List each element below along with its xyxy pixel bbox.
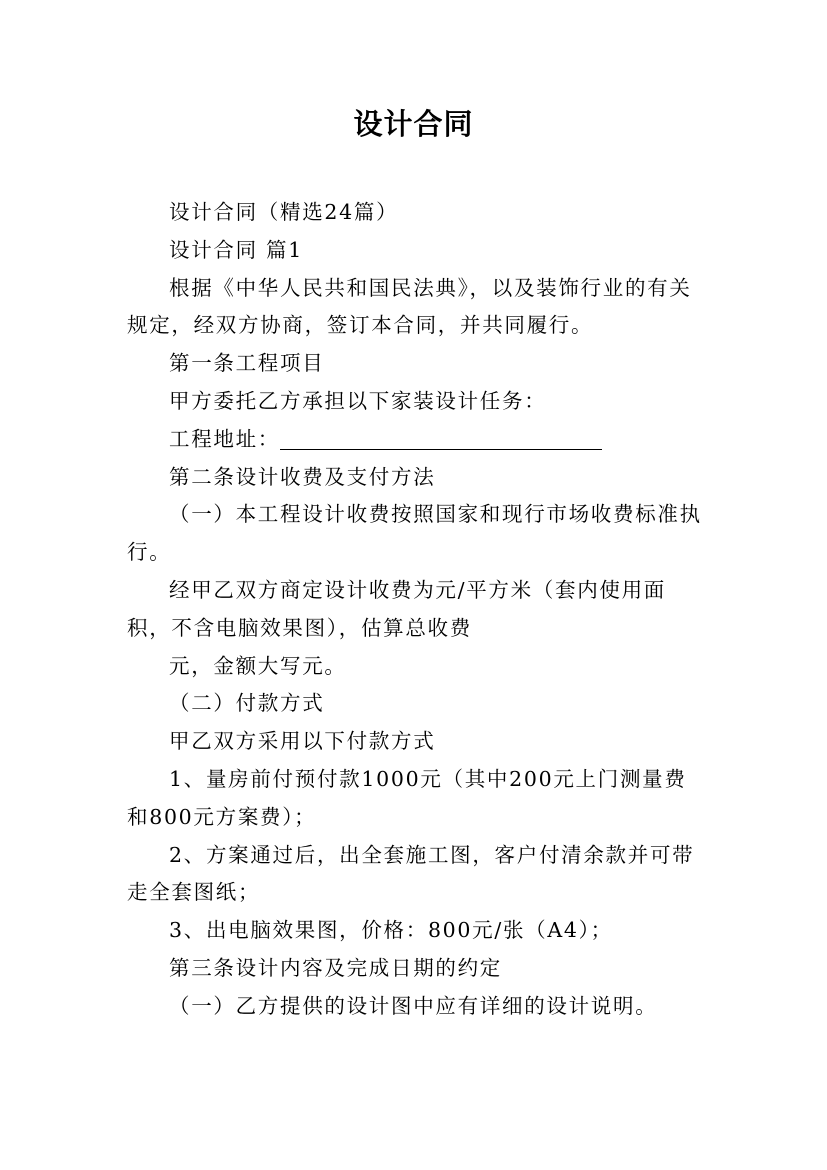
paragraph-fee-amount: 元，金额大写元。 xyxy=(169,653,347,678)
paragraph-fee-standard: （一）本工程设计收费按照国家和现行市场收费标准执行。 xyxy=(127,502,702,565)
paragraph-project-address xyxy=(127,421,703,459)
paragraph-subtitle: 设计合同（精选24篇） xyxy=(169,200,399,224)
paragraph-article-1-text: 甲方委托乙方承担以下家装设计任务： xyxy=(169,388,547,413)
paragraph-payment-item-3: 3、出电脑效果图，价格：800元/张（A4）； xyxy=(169,918,613,943)
document-body xyxy=(127,194,703,1026)
paragraph-preamble: 根据《中华人民共和国民法典》，以及装饰行业的有关规定，经双方协商，签订本合同，并共同履行。 xyxy=(127,275,692,338)
paragraph-design-description: （一）乙方提供的设计图中应有详细的设计说明。 xyxy=(169,993,658,1018)
document-title: 设计合同 xyxy=(353,107,474,141)
project-address-label: 工程地址： xyxy=(169,426,280,451)
paragraph-article-2-heading: 第二条设计收费及支付方法 xyxy=(169,464,436,489)
paragraph-section-heading: 设计合同 篇1 xyxy=(169,237,303,262)
paragraph-payment-item-1: 1、量房前付预付款1000元（其中200元上门测量费和800元方案费）； xyxy=(127,766,687,829)
paragraph-payment-intro: 甲乙双方采用以下付款方式 xyxy=(169,729,436,754)
paragraph-article-1-heading: 第一条工程项目 xyxy=(169,351,325,376)
paragraph-payment-item-2: 2、方案通过后，出全套施工图，客户付清余款并可带走全套图纸； xyxy=(127,842,695,905)
paragraph-payment-heading: （二）付款方式 xyxy=(169,691,325,716)
project-address-blank-line xyxy=(280,429,602,450)
paragraph-article-3-heading: 第三条设计内容及完成日期的约定 xyxy=(169,955,502,980)
paragraph-fee-rate: 经甲乙双方商定设计收费为元/平方米（套内使用面积，不含电脑效果图），估算总收费 xyxy=(127,577,667,640)
